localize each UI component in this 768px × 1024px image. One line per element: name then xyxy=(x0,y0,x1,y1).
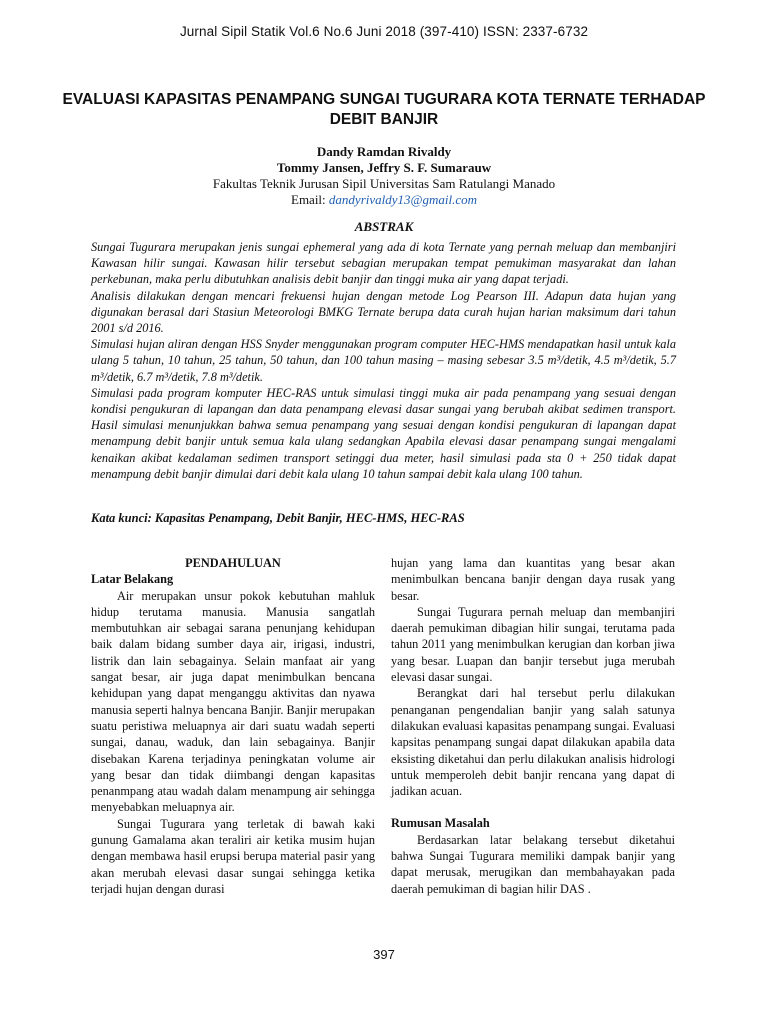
abstract-heading: ABSTRAK xyxy=(354,219,414,234)
keywords: Kata kunci: Kapasitas Penampang, Debit Banjir, HEC-HMS, HEC-RAS xyxy=(91,511,465,525)
affiliation: Fakultas Teknik Jurusan Sipil Universitas Sam Ratulangi Manado xyxy=(212,176,556,191)
subheading-rumusan-masalah: Rumusan Masalah xyxy=(391,816,490,831)
body-paragraph: Berdasarkan latar belakang tersebut diketahui bahwa Sungai Tugurara memiliki dampak banjir yang dapat merusak, merugikan dan membahayakan pada daerah pemukiman di bagian hilir DAS . xyxy=(391,832,675,896)
abstract-paragraph: Simulasi hujan aliran dengan HSS Snyder menggunakan program computer HEC-HMS mendapatkan hasil untuk kala ulang 5 tahun, 10 tahun, 25 tahun, 50 tahun, dan 100 tahun masing – masing sebesar 3.5 m³/detik, 4.5 m³/detik, 5.7 m³/detik, 6.7 m³/detik, 7.8 m³/detik. xyxy=(91,337,676,384)
body-paragraph: Sungai Tugurara yang terletak di bawah kaki gunung Gamalama akan teraliri air ketika musim hujan dengan membawa hasil erupsi berupa material pasir yang akan merubah elevasi dasar sungai sehingga ketika terjadi hujan dengan durasi xyxy=(91,816,375,896)
body-paragraph: Berangkat dari hal tersebut perlu dilakukan penanganan pengendalian banjir yang salah satunya dilakukan evaluasi kapasitas penampang sungai. Evaluasi kapsitas penampang sungai dapat dilakukan apabila data eksisting diketahui dan perlu dilakukan analisis hidrologi untuk memperoleh debit banjir rencana yang dapat di jadikan acuan. xyxy=(391,686,675,799)
abstract-paragraph: Sungai Tugurara merupakan jenis sungai ephemeral yang ada di kota Ternate yang pernah meluap dan membanjiri Kawasan hilir sungai. Kawasan hilir tersebut sebagian merupakan tempat pemukiman masyarakat dan lahan perkebunan, maka perlu dibutuhkan analisis debit banjir dan tinggi muka air yang dapat terjadi. xyxy=(91,240,676,287)
first-author: Dandy Ramdan Rivaldy xyxy=(316,144,452,159)
abstract-body xyxy=(91,239,676,482)
paper-title: EVALUASI KAPASITAS PENAMPANG SUNGAI TUGURARA KOTA TERNATE TERHADAP DEBIT BANJIR xyxy=(62,91,706,128)
journal-header: Jurnal Sipil Statik Vol.6 No.6 Juni 2018 (397-410) ISSN: 2337-6732 xyxy=(179,24,589,39)
right-column xyxy=(391,555,675,897)
section-heading-pendahuluan: PENDAHULUAN xyxy=(185,556,281,570)
body-paragraph: Sungai Tugurara pernah meluap dan membanjiri daerah pemukiman dibagian hilir sungai, terutama pada tahun 2011 yang menimbulkan kerugian dan korban jiwa yang besar. Luapan dan banjir tersebut juga merubah elevasi dasar sungai. xyxy=(391,604,675,685)
left-column xyxy=(91,555,375,897)
co-authors: Tommy Jansen, Jeffry S. F. Sumarauw xyxy=(276,160,492,175)
abstract-paragraph: Analisis dilakukan dengan mencari frekuensi hujan dengan metode Log Pearson III. Adapun data hujan yang digunakan berasal dari Stasiun Meteorologi BMKG Ternate berupa data curah hujan harian maksimum dari tahun 2001 s/d 2016. xyxy=(91,288,676,336)
email-label: Email: xyxy=(291,192,329,207)
subheading-latar-belakang: Latar Belakang xyxy=(91,572,174,587)
page-number: 397 xyxy=(373,947,395,962)
section-spacer xyxy=(391,799,675,815)
email-line xyxy=(0,192,768,208)
email-link[interactable]: dandyrivaldy13@gmail.com xyxy=(328,192,477,207)
body-paragraph: Air merupakan unsur pokok kebutuhan mahluk hidup terutama manusia. Manusia sangatlah membutuhkan air sebagai sarana penunjang kehidupan baik dalam bidang sumber daya air, irigasi, industri, listrik dan lain sebagainya. Selain manfaat air yang sangat besar, air juga dapat menimbulkan bencana kehidupan yang dapat menganggu aktivitas dan nyawa manusia seperti halnya bencana Banjir. Banjir merupakan suatu peristiwa meluapnya air dari suatu wadah seperti sungai, danau, waduk, dan lain sebagainya. Banjir disebakan Karena terjadinya peningkatan volume air yang besar dan tidak diimbangi dengan kapasitas penanmpang atau wadah dalam menampung air sehingga menyebabkan meluapnya air. xyxy=(91,588,375,815)
author-block xyxy=(0,144,768,208)
body-paragraph-continued: hujan yang lama dan kuantitas yang besar akan menimbulkan bencana banjir dengan daya rusak yang besar. xyxy=(391,556,675,603)
abstract-paragraph: Simulasi pada program komputer HEC-RAS untuk simulasi tinggi muka air pada penampang yang sesuai dengan kondisi pengukuran di lapangan dan data penampang elevasi dasar sungai yang berubah akibat sedimen transport. Hasil simulasi menunjukkan bahwa semua penampang yang sesuai dengan kondisi pengukuran di lapangan dapat menampung debit banjir untuk semua kala ulang sedangkan Apabila elevasi dasar penampang sungai mengalami kenaikan akibat kedalaman sedimen transport setinggi dua meter, hasil simulasi pada sta 0 + 250 tidak dapat menampung debit banjir dimulai dari debit kala ulang 10 tahun sampai debit kala ulang 100 tahun. xyxy=(91,385,676,481)
